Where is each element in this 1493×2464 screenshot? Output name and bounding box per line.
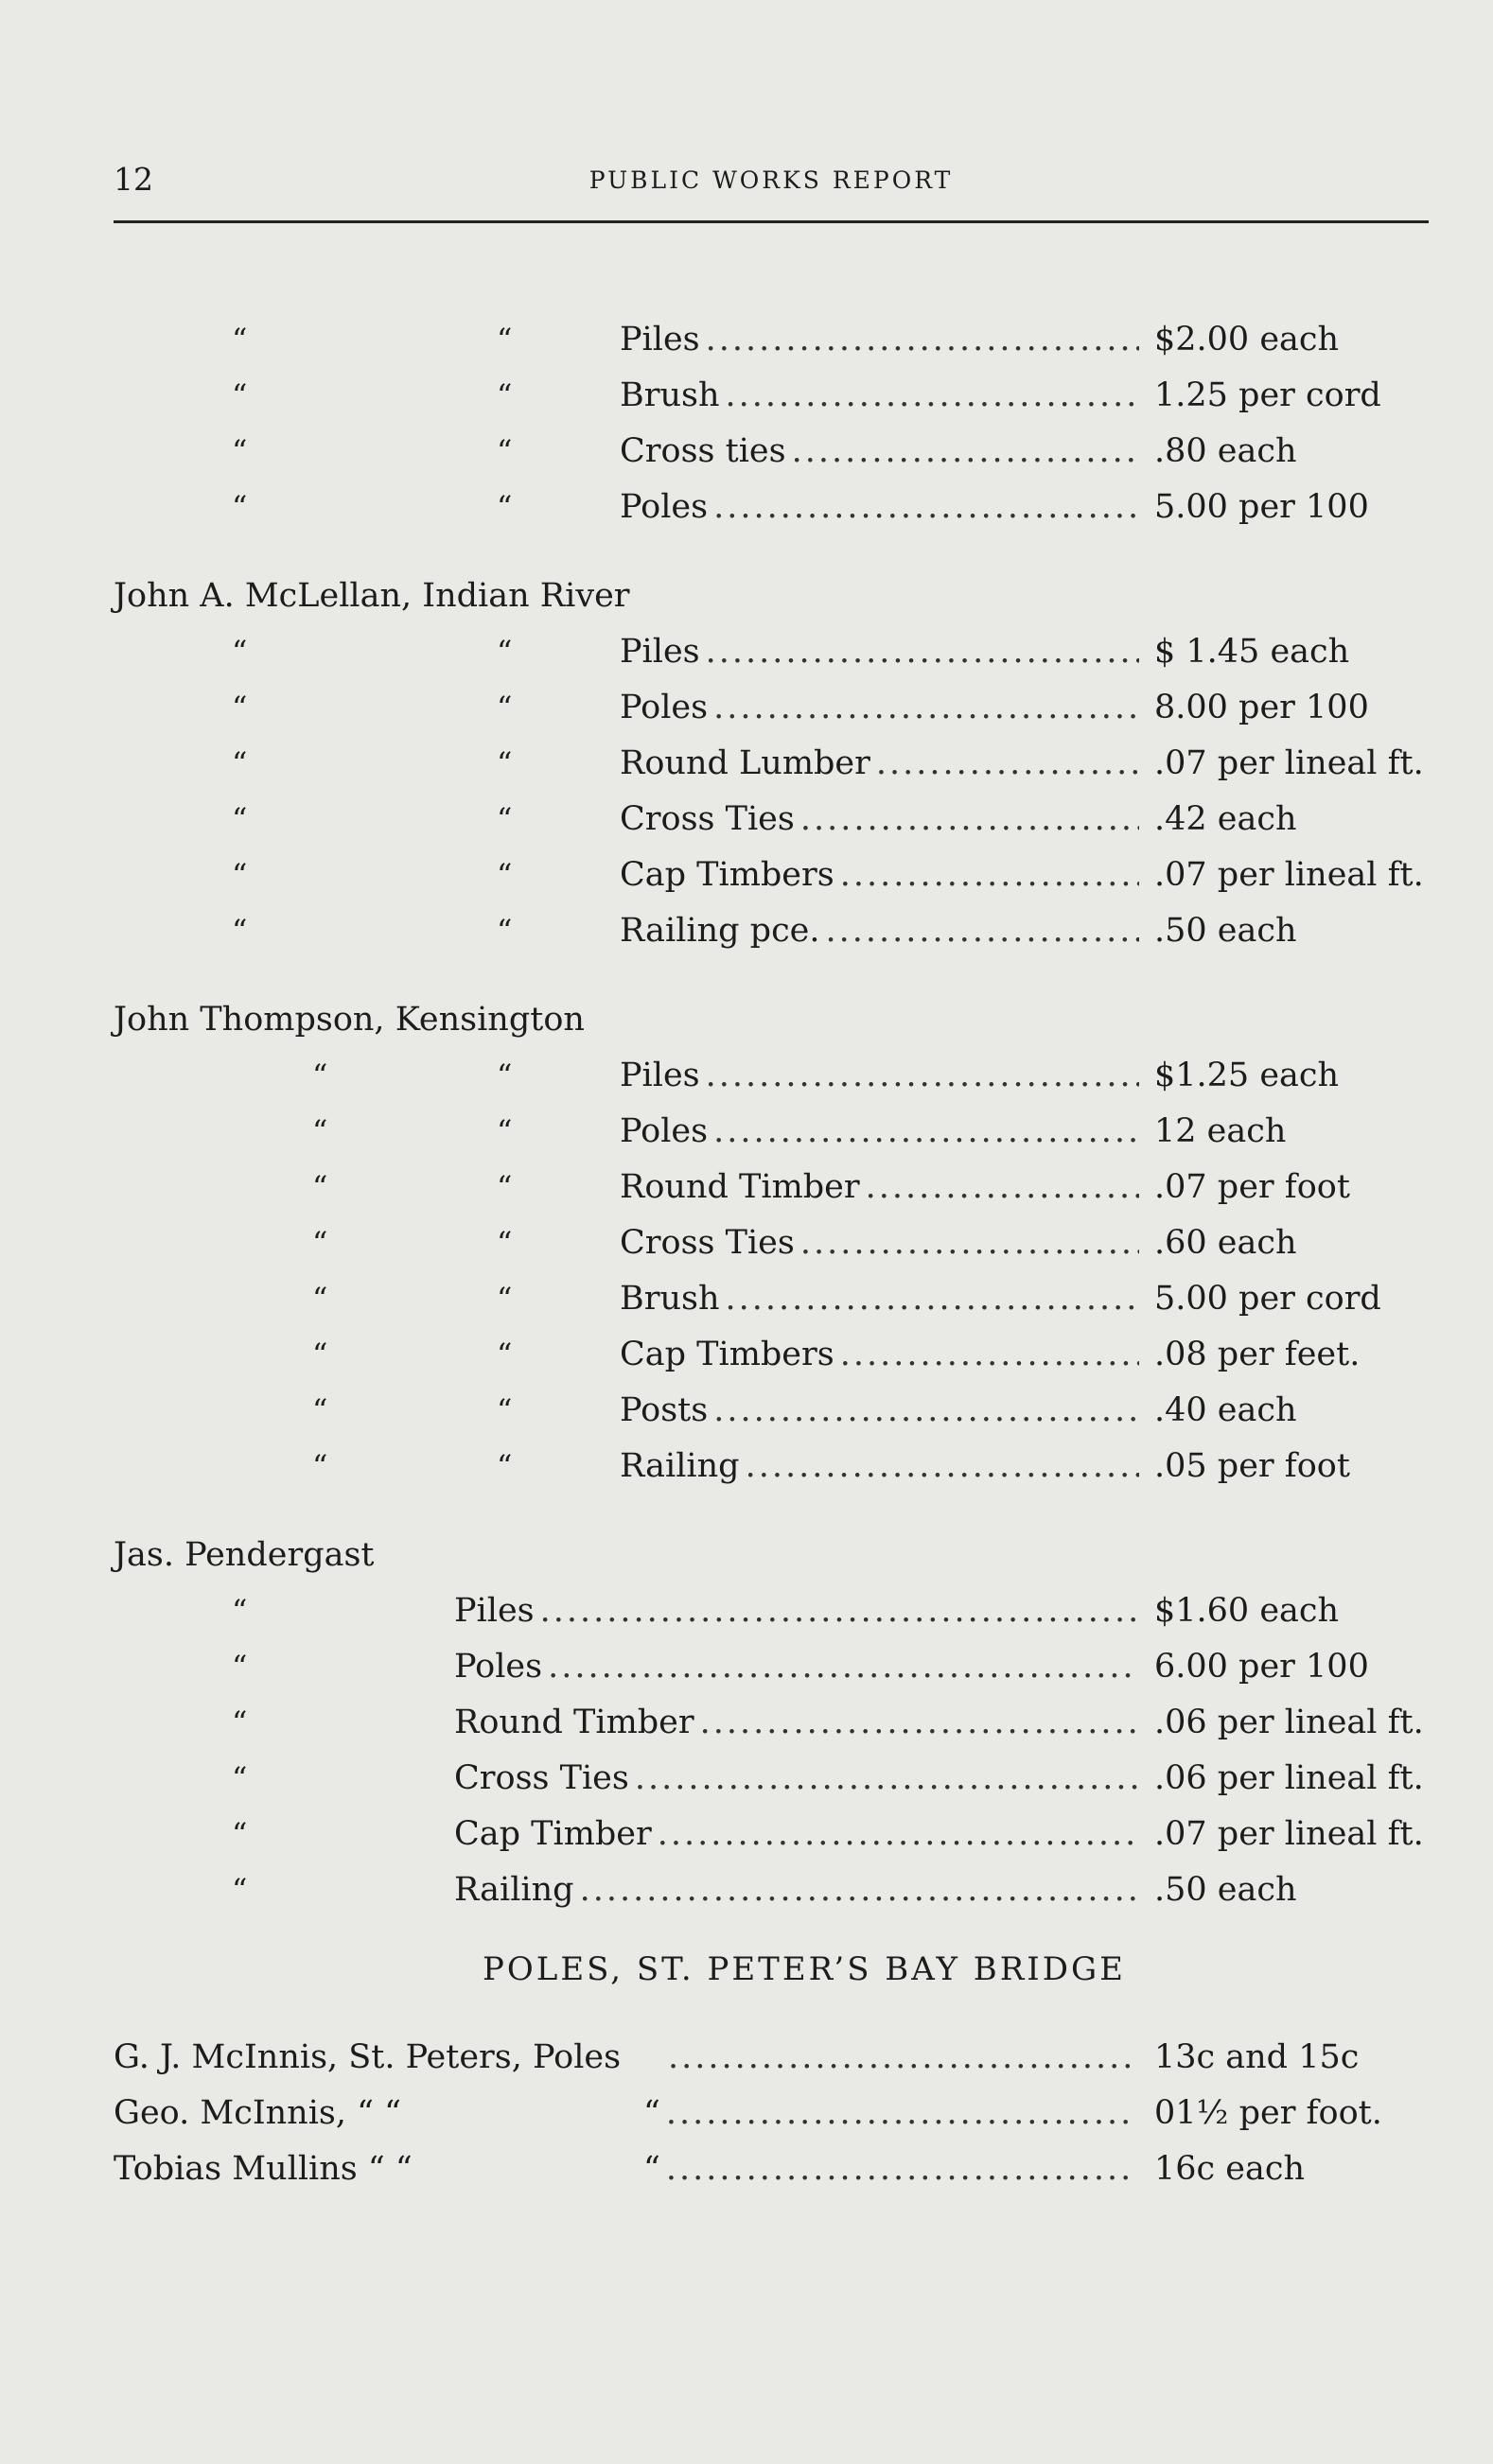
item-leader [620,792,1145,848]
ditto-mark: “ [497,1225,513,1261]
ditto-mark: “ [312,1057,328,1093]
running-title: PUBLIC WORKS REPORT [588,166,954,194]
item-price: .60 each [1154,1224,1297,1262]
dot-leader [713,480,1139,535]
dot-leader [668,2030,1130,2086]
ditto-mark: “ [497,1057,513,1093]
item-price: .06 per lineal ft. [1154,1759,1424,1797]
price-row [114,1695,1438,1751]
dot-leader [666,2086,1130,2141]
ditto-mark: “ [312,1169,328,1205]
vendor-group [114,991,1438,1494]
dot-leader [713,1104,1139,1160]
dot-leader [548,1639,1139,1695]
ditto-mark: “ [497,1281,513,1317]
price-row [114,848,1438,903]
item-price: 5.00 per cord [1154,1280,1381,1318]
item-price: $2.00 each [1154,321,1340,358]
item-name: Cap Timber [454,1815,652,1853]
item-price: 1.25 per cord [1154,376,1381,414]
item-name: Railing pce. [620,912,820,950]
item-name: Piles [620,321,700,358]
dot-leader [840,848,1139,903]
item-name: Cross Ties [620,800,795,838]
ditto-mark: “ [497,377,513,413]
ditto-mark: “ [232,1593,248,1629]
item-leader [620,1215,1145,1271]
item-name: Railing [620,1447,740,1485]
ditto-mark: “ [497,857,513,893]
item-name: Brush [620,1280,720,1318]
price-row [114,368,1438,424]
item-leader [620,1104,1145,1160]
item-name: Cross ties [620,432,786,470]
item-price: $1.25 each [1154,1057,1340,1094]
item-leader [620,480,1145,535]
item-leader [620,848,1145,903]
item-leader [454,1639,1145,1695]
item-price: .50 each [1154,1871,1297,1909]
ditto-mark: “ [497,1337,513,1372]
price-row [114,1104,1438,1160]
item-name: Piles [620,633,700,671]
item-price: .06 per lineal ft. [1154,1704,1424,1741]
price-row [114,1862,1438,1918]
dot-leader [746,1439,1139,1494]
header-rule [114,220,1429,223]
item-name: Brush [620,376,720,414]
dot-leader [876,736,1139,792]
dot-leader [713,680,1139,736]
pole-price-row [114,2030,1438,2086]
item-leader [620,1271,1145,1327]
ditto-mark: “ [497,1169,513,1205]
ditto-mark: “ [312,1337,328,1372]
item-price: .07 per lineal ft. [1154,856,1424,894]
ditto-mark: “ [312,1113,328,1149]
dot-leader [866,1160,1139,1215]
ditto-mark: “ [312,1392,328,1428]
dot-leader [700,1695,1139,1751]
price-row [114,1160,1438,1215]
price-row [114,1215,1438,1271]
item-name: Cap Timbers [620,1336,834,1373]
item-leader [620,903,1145,959]
ditto-mark: “ [232,1704,248,1740]
price-row [114,424,1438,480]
item-name: Cross Ties [454,1759,629,1797]
dot-leader [840,1327,1139,1383]
item-name: Cap Timbers [620,856,834,894]
dot-leader [540,1583,1139,1639]
price-row [114,1383,1438,1439]
price-row [114,624,1438,680]
price-row [114,1751,1438,1807]
item-name: Poles [620,689,709,726]
price-row [114,680,1438,736]
item-leader [620,1048,1145,1104]
supplier-name: Tobias Mullins “ “ [114,2150,413,2188]
item-price: 5.00 per 100 [1154,488,1369,526]
item-leader [620,1439,1145,1494]
vendor-group [114,312,1438,535]
ditto-mark: “ [232,634,248,670]
item-price: .08 per feet. [1154,1336,1361,1373]
item-name: Round Lumber [620,744,870,782]
item-leader [454,1862,1145,1918]
price-row [114,1583,1438,1639]
item-name: Railing [454,1871,574,1909]
item-price: .42 each [1154,800,1297,838]
price-row [114,1439,1438,1494]
dot-leader [800,792,1139,848]
ditto-mark: “ [232,857,248,893]
item-name: Round Timber [620,1168,860,1206]
pole-price-row [114,2086,1438,2141]
price-row [114,1807,1438,1862]
price-row [114,1048,1438,1104]
price-row [114,736,1438,792]
item-name: Poles [620,488,709,526]
item-price: 01½ per foot. [1154,2094,1382,2132]
dot-leader [726,1271,1140,1327]
item-leader [662,2030,1135,2086]
ditto-mark: “ [497,690,513,725]
item-name: “ [643,2150,660,2188]
item-leader [454,1751,1145,1807]
item-price: .50 each [1154,912,1297,950]
section-heading: POLES, ST. PETER’S BAY BRIDGE [483,1950,1126,1988]
item-name: Round Timber [454,1704,694,1741]
dot-leader [706,312,1139,368]
item-leader [643,2086,1135,2141]
item-leader [620,312,1145,368]
page-number: 12 [114,161,153,198]
ditto-mark: “ [232,801,248,837]
item-price: .07 per foot [1154,1168,1350,1206]
item-leader [454,1807,1145,1862]
item-price: 8.00 per 100 [1154,689,1369,726]
item-leader [620,368,1145,424]
item-leader [620,680,1145,736]
price-row [114,903,1438,959]
price-row [114,792,1438,848]
ditto-mark: “ [232,1872,248,1908]
ditto-mark: “ [312,1225,328,1261]
ditto-mark: “ [497,1448,513,1484]
ditto-mark: “ [232,1816,248,1852]
pole-price-row [114,2141,1438,2197]
dot-leader [713,1383,1139,1439]
dot-leader [666,2141,1130,2197]
dot-leader [706,1048,1139,1104]
dot-leader [635,1751,1139,1807]
item-leader [620,1383,1145,1439]
item-leader [620,1160,1145,1215]
item-price: .80 each [1154,432,1297,470]
item-leader [454,1583,1145,1639]
dot-leader [800,1215,1139,1271]
item-price: 6.00 per 100 [1154,1648,1369,1686]
item-name: Poles [454,1648,543,1686]
item-price: 16c each [1154,2150,1305,2188]
ditto-mark: “ [497,913,513,949]
item-leader [643,2141,1135,2197]
ditto-mark: “ [497,1392,513,1428]
ditto-mark: “ [497,634,513,670]
price-row [114,312,1438,368]
dot-leader [580,1862,1139,1918]
item-price: 12 each [1154,1112,1287,1150]
item-leader [620,736,1145,792]
ditto-mark: “ [497,801,513,837]
price-row [114,1639,1438,1695]
price-row [114,480,1438,535]
ditto-mark: “ [497,322,513,358]
item-leader [620,424,1145,480]
ditto-mark: “ [232,913,248,949]
ditto-mark: “ [497,745,513,781]
ditto-mark: “ [232,1649,248,1685]
vendor-name: John A. McLellan, Indian River [114,577,630,615]
item-price: $ 1.45 each [1154,633,1350,671]
ditto-mark: “ [497,489,513,525]
dot-leader [792,424,1139,480]
ditto-mark: “ [232,1760,248,1796]
item-leader [620,1327,1145,1383]
item-price: .07 per lineal ft. [1154,744,1424,782]
ditto-mark: “ [232,433,248,469]
ditto-mark: “ [232,745,248,781]
item-price: 13c and 15c [1154,2038,1360,2076]
item-price: .05 per foot [1154,1447,1350,1485]
dot-leader [706,624,1139,680]
item-name: Poles [620,1112,709,1150]
item-price: .07 per lineal ft. [1154,1815,1424,1853]
price-row [114,1271,1438,1327]
vendor-name: Jas. Pendergast [114,1536,375,1574]
price-list [114,312,1438,2197]
ditto-mark: “ [497,1113,513,1149]
supplier-name: G. J. McInnis, St. Peters, Poles [114,2038,622,2076]
ditto-mark: “ [232,690,248,725]
supplier-name: Geo. McInnis, “ “ [114,2094,402,2132]
item-name: Posts [620,1391,709,1429]
page-header [114,161,1429,208]
item-name: “ [643,2094,660,2132]
dot-leader [658,1807,1139,1862]
ditto-mark: “ [312,1448,328,1484]
dot-leader [726,368,1140,424]
item-leader [454,1695,1145,1751]
item-price: $1.60 each [1154,1592,1340,1630]
vendor-group [114,1527,1438,1918]
ditto-mark: “ [232,377,248,413]
ditto-mark: “ [312,1281,328,1317]
ditto-mark: “ [232,322,248,358]
vendor-group [114,568,1438,959]
ditto-mark: “ [497,433,513,469]
vendor-name: John Thompson, Kensington [114,1001,585,1039]
item-name: Piles [620,1057,700,1094]
item-price: .40 each [1154,1391,1297,1429]
ditto-mark: “ [232,489,248,525]
item-name: Cross Ties [620,1224,795,1262]
item-name: Piles [454,1592,535,1630]
dot-leader [826,903,1139,959]
item-leader [620,624,1145,680]
price-row [114,1327,1438,1383]
